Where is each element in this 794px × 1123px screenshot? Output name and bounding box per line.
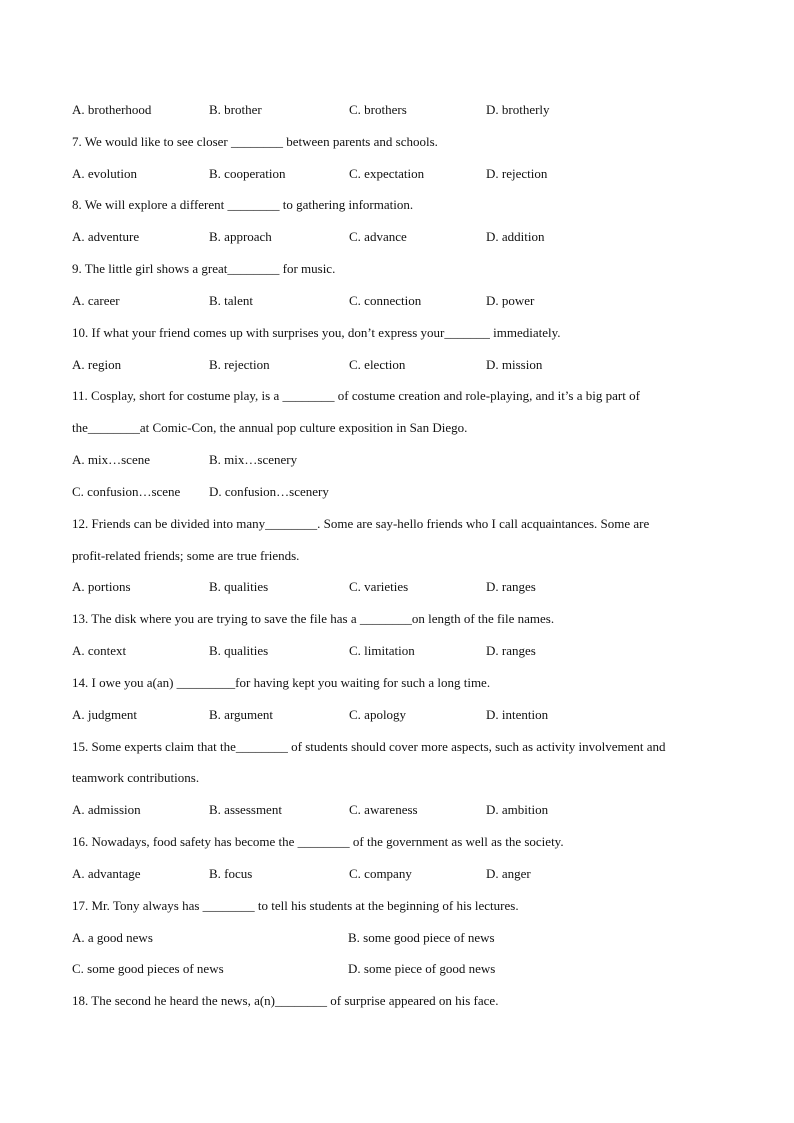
answer-option: B. qualities — [209, 579, 269, 595]
answer-option: D. addition — [486, 229, 545, 245]
answer-option: B. mix…scenery — [209, 452, 298, 468]
answer-option: C. confusion…scene — [72, 483, 181, 499]
answer-option: C. awareness — [349, 802, 418, 818]
answer-option: C. brothers — [349, 102, 407, 117]
options-line — [72, 293, 722, 309]
question-line: the________at Comic-Con, the annual pop culture exposition in San Diego. — [72, 420, 468, 436]
answer-option: D. rejection — [486, 165, 548, 181]
question-line: profit-related friends; some are true friends. — [72, 547, 300, 563]
question-line: 16. Nowadays, food safety has become the ________ of the government as well as the society. — [72, 834, 564, 850]
question-line: 10. If what your friend comes up with surprises you, don’t express your_______ immediately. — [72, 324, 561, 340]
question-line: teamwork contributions. — [72, 770, 200, 786]
answer-option: A. admission — [72, 802, 141, 818]
question-line: 17. Mr. Tony always has ________ to tell his students at the beginning of his lectures. — [72, 897, 519, 913]
options-line — [72, 166, 722, 182]
question-line: 8. We will explore a different ________ to gathering information. — [72, 197, 414, 213]
answer-option: B. assessment — [209, 802, 282, 818]
answer-option: A. a good news — [72, 929, 153, 945]
answer-option: D. some piece of good news — [348, 961, 496, 977]
answer-option: B. qualities — [209, 643, 269, 659]
answer-option: B. cooperation — [209, 165, 286, 181]
answer-option: D. ranges — [486, 579, 536, 595]
answer-option: A. advantage — [72, 865, 141, 881]
answer-option: B. some good piece of news — [348, 929, 495, 945]
answer-option: D. anger — [486, 865, 531, 881]
options-line — [72, 707, 722, 723]
question-line: 12. Friends can be divided into many________. Some are say-hello friends who I call acquaintances. Some are — [72, 515, 650, 531]
answer-option: B. focus — [209, 865, 253, 881]
options-line — [72, 357, 722, 373]
answer-option: B. argument — [209, 706, 274, 722]
answer-option: D. intention — [486, 706, 549, 722]
answer-option: D. mission — [486, 356, 543, 372]
answer-option: B. talent — [209, 292, 254, 308]
answer-option: D. brotherly — [486, 102, 550, 117]
options-line — [72, 229, 722, 245]
answer-option: A. judgment — [72, 706, 137, 722]
question-line: 11. Cosplay, short for costume play, is a ________ of costume creation and role-playing, and it’s a big part of — [72, 388, 640, 404]
answer-option: A. career — [72, 292, 120, 308]
answer-option: D. ambition — [486, 802, 549, 818]
options-line — [72, 961, 722, 977]
answer-option: C. some good pieces of news — [72, 961, 224, 977]
answer-option: A. adventure — [72, 229, 140, 245]
answer-option: A. mix…scene — [72, 452, 150, 468]
answer-option: A. evolution — [72, 165, 137, 181]
answer-option: A. region — [72, 356, 122, 372]
options-line — [72, 579, 722, 595]
answer-option: B. brother — [209, 102, 262, 117]
answer-option: B. rejection — [209, 356, 270, 372]
answer-option: C. varieties — [349, 579, 409, 595]
answer-option: B. approach — [209, 229, 272, 245]
options-line — [72, 930, 722, 946]
question-line: 15. Some experts claim that the________ of students should cover more aspects, such as activity involvement and — [72, 738, 666, 754]
question-line: 14. I owe you a(an) _________for having kept you waiting for such a long time. — [72, 674, 491, 690]
answer-option: D. power — [486, 292, 535, 308]
answer-option: A. context — [72, 643, 127, 659]
options-line — [72, 866, 722, 882]
answer-option: C. limitation — [349, 643, 415, 659]
question-line: 7. We would like to see closer ________ between parents and schools. — [72, 133, 438, 149]
answer-option: A. portions — [72, 579, 131, 595]
answer-option: D. ranges — [486, 643, 536, 659]
answer-option: C. advance — [349, 229, 407, 245]
options-line — [72, 643, 722, 659]
question-line: 18. The second he heard the news, a(n)________ of surprise appeared on his face. — [72, 993, 499, 1009]
options-line — [72, 484, 722, 500]
options-line — [72, 452, 722, 468]
question-line: 13. The disk where you are trying to save the file has a ________on length of the file names. — [72, 611, 555, 627]
answer-option: D. confusion…scenery — [209, 483, 329, 499]
answer-option: A. brotherhood — [72, 102, 152, 117]
answer-option: C. apology — [349, 706, 407, 722]
answer-option: C. company — [349, 865, 412, 881]
answer-option: C. expectation — [349, 165, 425, 181]
options-line — [72, 802, 722, 818]
answer-option: C. connection — [349, 292, 422, 308]
options-line — [72, 102, 722, 118]
question-line: 9. The little girl shows a great________ for music. — [72, 261, 336, 277]
answer-option: C. election — [349, 356, 406, 372]
